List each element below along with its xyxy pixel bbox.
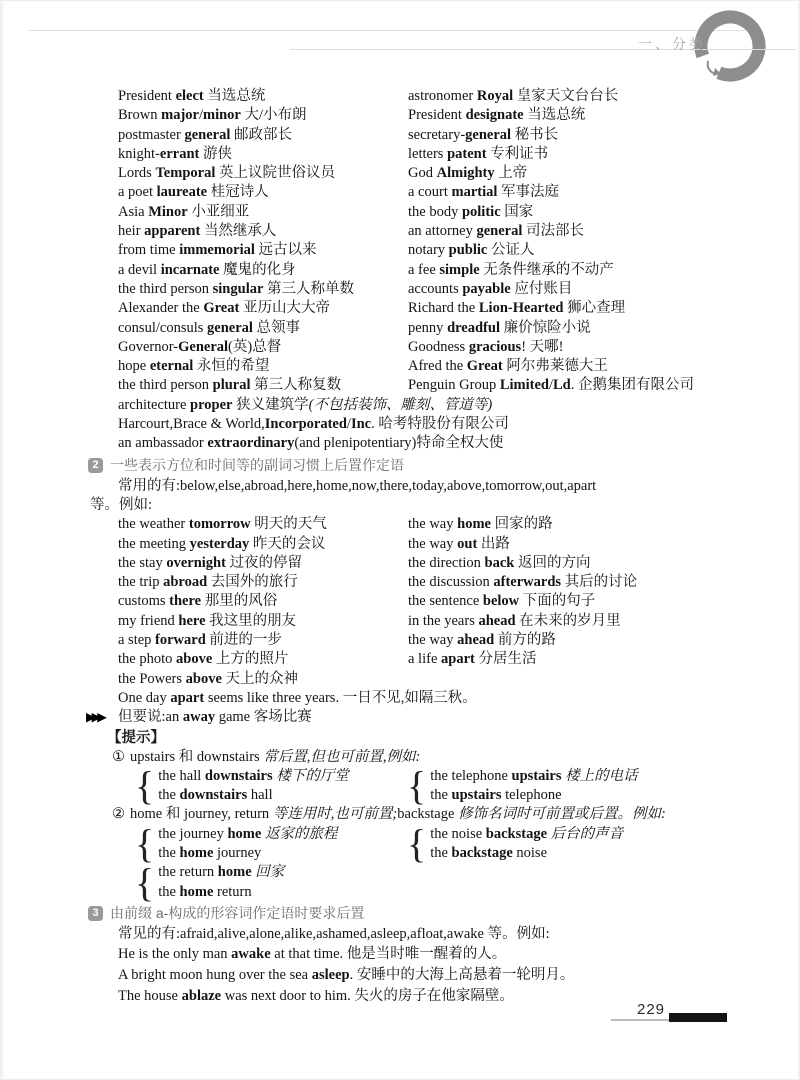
left-brace-icon xyxy=(407,825,426,863)
section-3-intro: 常见的有:afraid,alive,alone,alike,ashamed,asleep,afloat,awake 等。例如: xyxy=(118,925,550,942)
left-brace-icon xyxy=(135,825,154,863)
left-phrase: the third person plural 第三人称复数 xyxy=(118,377,342,394)
tip-1-number: ① xyxy=(112,748,125,765)
left-phrase: Asia Minor 小亚细亚 xyxy=(118,203,250,220)
tip-1-text: upstairs 和 downstairs 常后置,但也可前置,例如: xyxy=(130,748,421,765)
section-2-number-badge: 2 xyxy=(88,458,103,473)
header-rule-top xyxy=(28,30,746,31)
right-phrase: the way out 出路 xyxy=(408,535,510,552)
brace-group xyxy=(135,863,407,902)
brace-line: the downstairs hall xyxy=(158,787,273,804)
example-row xyxy=(90,670,715,689)
example-row xyxy=(90,299,715,318)
running-head-title: 一、分类 xyxy=(638,36,706,52)
example-row xyxy=(90,319,715,338)
section-3-number-badge: 3 xyxy=(88,906,103,921)
example-row xyxy=(90,183,715,202)
left-phrase: Lords Temporal 英上议院世俗议员 xyxy=(118,165,335,182)
but-say-note-row xyxy=(86,708,715,727)
left-phrase: Brown major/minor 大/小布朗 xyxy=(118,107,307,124)
left-brace-icon xyxy=(407,767,426,805)
example-row xyxy=(90,612,715,631)
right-phrase: President designate 当选总统 xyxy=(408,107,586,124)
brace-line: the backstage noise xyxy=(430,844,548,861)
example-line: architecture proper 狭义建筑学(不包括装饰、雕刻、管道等) xyxy=(118,396,493,413)
example-row xyxy=(90,650,715,669)
a-prefix-example-sentences xyxy=(90,944,715,1007)
right-phrase: a court martial 军事法庭 xyxy=(408,184,560,201)
brace-group xyxy=(135,825,407,864)
example-line: The house ablaze was next door to him. 失火的房子在他家隔壁。 xyxy=(118,988,514,1005)
brace-group xyxy=(407,825,623,864)
left-phrase: postmaster general 邮政部长 xyxy=(118,126,292,143)
right-phrase: notary public 公证人 xyxy=(408,242,535,259)
right-phrase: Richard the Lion-Hearted 狮心查理 xyxy=(408,300,626,317)
tip-item-2 xyxy=(90,805,715,824)
left-phrase: customs there 那里的风俗 xyxy=(118,593,278,610)
postpositive-adjective-list xyxy=(90,87,715,396)
example-row xyxy=(90,573,715,592)
left-phrase: a step forward 前进的一步 xyxy=(118,632,282,649)
left-phrase: the meeting yesterday 昨天的会议 xyxy=(118,535,326,552)
brace-line: the upstairs telephone xyxy=(430,787,562,804)
left-phrase: the photo above 上方的照片 xyxy=(118,651,289,668)
left-phrase: the Powers above 天上的众神 xyxy=(118,670,299,687)
example-row xyxy=(90,222,715,241)
header-rule-sub xyxy=(290,49,796,50)
section-3-heading-row xyxy=(88,903,715,924)
example-row xyxy=(90,261,715,280)
example-row xyxy=(90,515,715,534)
example-row xyxy=(90,203,715,222)
right-phrase: the way home 回家的路 xyxy=(408,516,553,533)
tip-item-1 xyxy=(90,748,715,767)
right-phrase: secretary-general 秘书长 xyxy=(408,126,559,143)
left-phrase: the stay overnight 过夜的停留 xyxy=(118,554,303,571)
right-phrase: Penguin Group Limited/Ld. 企鹅集团有限公司 xyxy=(408,377,695,394)
section-3-heading: 由前缀 a-构成的形容词作定语时要求后置 xyxy=(110,904,365,921)
right-phrase: the discussion afterwards 其后的讨论 xyxy=(408,574,638,591)
example-row xyxy=(90,376,715,395)
left-phrase: the third person singular 第三人称单数 xyxy=(118,280,355,297)
section-2-heading: 一些表示方位和时间等的副词习惯上后置作定语 xyxy=(110,456,404,473)
section-2-intro-line-2: 等。例如: xyxy=(90,496,153,513)
left-phrase: from time immemorial 远古以来 xyxy=(118,242,317,259)
left-brace-icon xyxy=(135,864,154,902)
page-number-underline xyxy=(611,1019,669,1021)
example-line: an ambassador extraordinary(and plenipotentiary)特命全权大使 xyxy=(118,435,504,452)
brace-line: the home return xyxy=(158,883,252,900)
left-phrase: Governor-General(英)总督 xyxy=(118,338,282,355)
left-phrase: consul/consuls general 总领事 xyxy=(118,319,301,336)
tip-2-brace-examples-2 xyxy=(90,863,715,902)
tip-2-text: home 和 journey, return 等连用时,也可前置;backstage 修饰名词时可前置或后置。例如: xyxy=(130,806,666,823)
left-phrase: a devil incarnate 魔鬼的化身 xyxy=(118,261,296,278)
example-row xyxy=(90,592,715,611)
brace-line: the telephone upstairs 楼上的电话 xyxy=(430,767,638,784)
brace-line: the hall downstairs 楼下的厅堂 xyxy=(158,767,349,784)
brace-line: the home journey xyxy=(158,844,262,861)
example-row xyxy=(90,126,715,145)
tip-2-number: ② xyxy=(112,806,125,823)
triple-arrow-icon: ▶▶▶ xyxy=(86,710,103,725)
right-phrase: a fee simple 无条件继承的不动产 xyxy=(408,261,614,278)
right-phrase: accounts payable 应付账目 xyxy=(408,280,573,297)
example-row xyxy=(90,145,715,164)
postpositive-fullwidth-list xyxy=(90,396,715,454)
brace-group xyxy=(407,767,638,806)
example-row xyxy=(90,535,715,554)
section-2-intro-line-1: 常用的有:below,else,abroad,here,home,now,there,today,above,tomorrow,out,apart xyxy=(118,477,597,494)
page-content xyxy=(86,87,715,1007)
right-phrase: Afred the Great 阿尔弗莱德大王 xyxy=(408,358,608,375)
right-phrase: the way ahead 前方的路 xyxy=(408,632,556,649)
example-row xyxy=(90,631,715,650)
page-number: 229 xyxy=(637,1001,666,1018)
tips-title: 【提示】 xyxy=(107,729,165,746)
section-2-extra-example: One day apart seems like three years. 一日不见,如隔三秋。 xyxy=(118,689,477,706)
but-say-note-text: 但要说:an away game 客场比赛 xyxy=(118,709,312,726)
right-phrase: astronomer Royal 皇家天文台台长 xyxy=(408,88,619,104)
example-row xyxy=(90,280,715,299)
left-brace-icon xyxy=(135,767,154,805)
brace-line: the journey home 返家的旅程 xyxy=(158,825,338,842)
right-phrase: penny dreadful 廉价惊险小说 xyxy=(408,319,591,336)
adverb-attributive-list xyxy=(90,515,715,689)
example-line: He is the only man awake at that time. 他是当时唯一醒着的人。 xyxy=(118,946,507,963)
section-2-heading-row xyxy=(88,455,715,476)
left-phrase: a poet laureate 桂冠诗人 xyxy=(118,184,269,201)
right-phrase: in the years ahead 在未来的岁月里 xyxy=(408,612,621,629)
example-row xyxy=(90,554,715,573)
left-phrase: the trip abroad 去国外的旅行 xyxy=(118,574,298,591)
right-phrase: God Almighty 上帝 xyxy=(408,165,528,182)
example-row xyxy=(90,241,715,260)
brace-group xyxy=(135,767,407,806)
example-row xyxy=(90,106,715,125)
right-phrase: the sentence below 下面的句子 xyxy=(408,593,596,610)
tip-1-brace-examples xyxy=(90,767,715,806)
example-row xyxy=(90,87,715,106)
left-phrase: my friend here 我这里的朋友 xyxy=(118,612,297,629)
example-line: A bright moon hung over the sea asleep. 安睡中的大海上高悬着一轮明月。 xyxy=(118,967,575,984)
footer-black-bar xyxy=(669,1013,727,1022)
right-phrase: letters patent 专利证书 xyxy=(408,145,549,162)
right-phrase: a life apart 分居生活 xyxy=(408,651,537,668)
tip-2-brace-examples xyxy=(90,825,715,864)
left-phrase: Alexander the Great 亚历山大大帝 xyxy=(118,300,330,317)
left-phrase: hope eternal 永恒的希望 xyxy=(118,358,270,375)
right-phrase: the direction back 返回的方向 xyxy=(408,554,591,571)
right-phrase xyxy=(408,670,715,689)
left-phrase: the weather tomorrow 明天的天气 xyxy=(118,516,327,533)
brace-line: the noise backstage 后台的声音 xyxy=(430,825,624,842)
example-row xyxy=(90,357,715,376)
example-line: Harcourt,Brace & World,Incorporated/Inc. 哈考特股份有限公司 xyxy=(118,416,509,433)
right-phrase: an attorney general 司法部长 xyxy=(408,223,584,240)
left-phrase: President elect 当选总统 xyxy=(118,88,266,104)
brace-line: the return home 回家 xyxy=(158,864,285,881)
example-row xyxy=(90,164,715,183)
left-phrase: heir apparent 当然继承人 xyxy=(118,223,277,240)
right-phrase: Goodness gracious! 天哪! xyxy=(408,338,564,355)
right-phrase: the body politic 国家 xyxy=(408,203,534,220)
example-row xyxy=(90,338,715,357)
left-phrase: knight-errant 游侠 xyxy=(118,145,232,162)
